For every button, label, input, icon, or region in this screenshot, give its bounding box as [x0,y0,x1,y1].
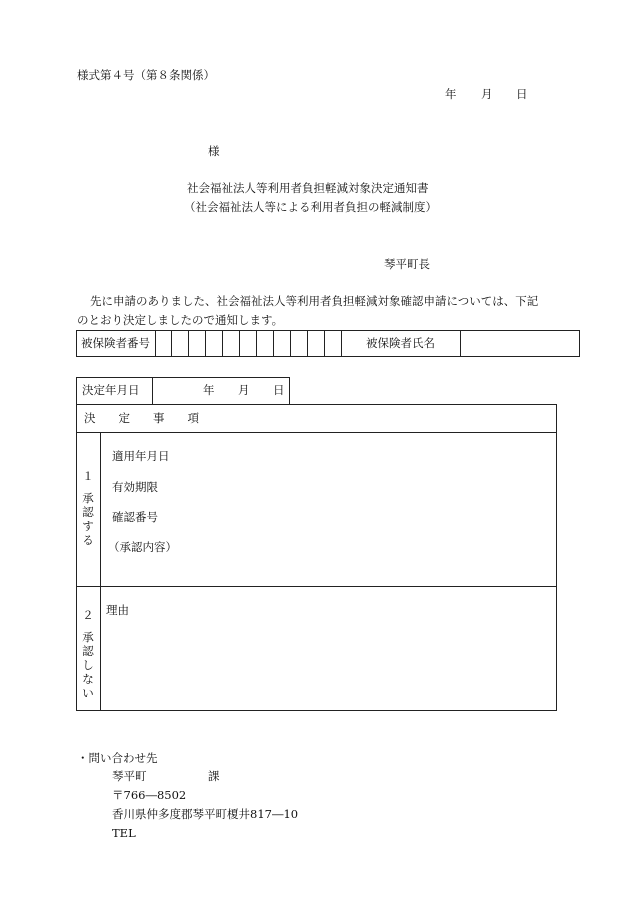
approve-number: １ [82,469,94,483]
reject-number: ２ [82,608,94,622]
insured-number-label: 被保険者番号 [81,336,150,350]
field-validity-period: 有効期限 [112,480,158,494]
contact-town: 琴平町 [112,769,147,783]
label-column-divider [100,432,101,711]
contact-heading: ・問い合わせ先 [77,751,158,765]
document-subtitle: （社会福祉法人等による利用者負担の軽減制度） [184,200,437,214]
decision-date-year: 年 [203,383,215,397]
reason-label: 理由 [106,603,129,617]
approve-label: １ 承 認 す る [80,469,96,547]
field-application-date: 適用年月日 [112,449,170,463]
insured-name-label: 被保険者氏名 [366,336,435,350]
section-divider [76,586,557,587]
body-text-line-2: のとおり決定しましたので通知します。 [77,313,284,327]
insured-name-divider [460,330,461,357]
contact-address: 香川県仲多度郡琴平町榎井817―10 [112,807,299,821]
reject-label: ２ 承 認 し な い [80,608,96,700]
field-approval-content: （承認内容） [108,540,177,554]
decision-date-divider [152,377,153,405]
decision-items-header: 決 定 事 項 [84,411,199,425]
contact-section: 課 [208,769,220,783]
header-divider [76,432,557,433]
decision-date-label: 決定年月日 [82,383,140,397]
contact-postal: 〒766―8502 [112,788,187,802]
decision-date-day: 日 [273,383,285,397]
body-text-line-1: 先に申請のありました、社会福祉法人等利用者負担軽減対象確認申請については、下記 [90,294,539,308]
date-year-label: 年 [445,87,457,101]
document-title: 社会福祉法人等利用者負担軽減対象決定通知書 [187,181,429,195]
form-number: 様式第４号（第８条関係） [77,68,215,82]
issuer-name: 琴平町長 [384,257,430,271]
date-month-label: 月 [481,87,493,101]
contact-tel: TEL [112,826,136,840]
addressee-suffix: 様 [208,144,220,158]
date-day-label: 日 [516,87,528,101]
decision-date-month: 月 [238,383,250,397]
field-confirmation-number: 確認番号 [112,510,158,524]
insured-info-table [76,330,580,357]
